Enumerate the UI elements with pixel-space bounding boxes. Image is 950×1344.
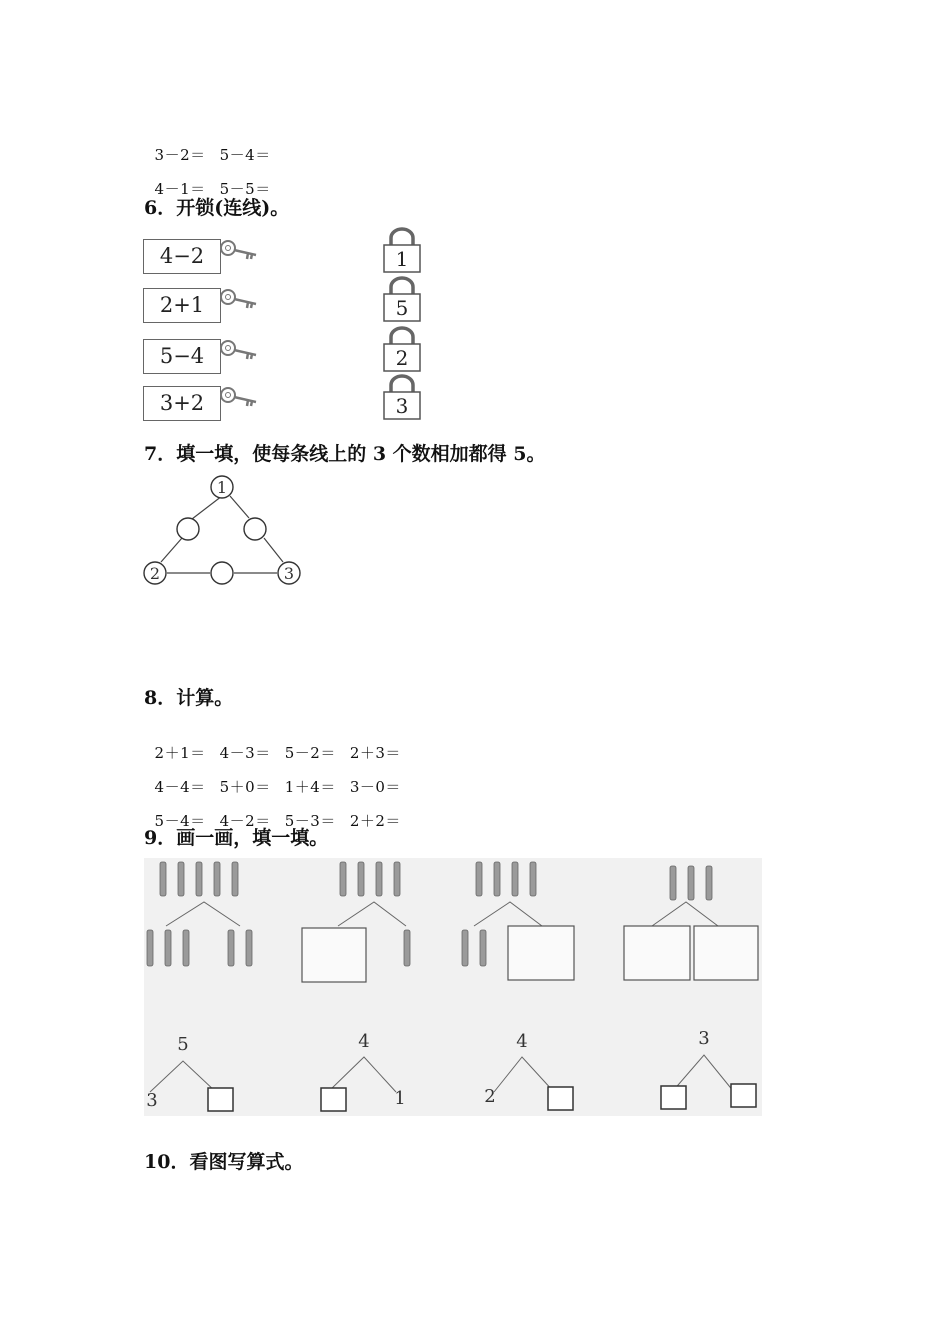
counting-stick [476,862,482,896]
equation: 5－2＝ [284,744,336,762]
split-number: 4 [516,1031,528,1052]
counting-stick [530,862,536,896]
counting-stick [160,862,166,896]
equation: 4－3＝ [219,744,271,762]
equation: 2＋2＝ [349,812,401,830]
counting-stick [147,930,153,966]
circle-blank [244,518,266,540]
number-triangle [140,472,310,592]
split-figure [144,858,762,1116]
equation: 4－1＝ [154,180,206,198]
counting-stick [394,862,400,896]
counting-stick [183,930,189,966]
lock-icon [382,327,422,373]
lock-icon [382,277,422,323]
split-number: 3 [146,1090,158,1111]
split-number: 3 [698,1028,710,1049]
split-number: 2 [484,1086,496,1107]
counting-stick [706,866,712,900]
equation: 1＋4＝ [284,778,336,796]
equation: 5－4＝ [219,146,271,164]
equation: 2＋3＝ [349,744,401,762]
answer-box[interactable] [302,928,366,982]
counting-stick [480,930,486,966]
key-icon [218,336,260,366]
answer-box[interactable] [661,1086,686,1109]
answer-box[interactable] [208,1088,233,1111]
circle-number: 1 [216,478,228,497]
counting-stick [358,862,364,896]
equation: 2＋1＝ [154,744,206,762]
lock-number: 5 [395,296,409,320]
answer-box[interactable] [694,926,758,980]
question-10-title: 10．看图写算式。 [144,1151,304,1173]
counting-stick [688,866,694,900]
equation: 4－2＝ [219,812,271,830]
equation: 3－2＝ [154,146,206,164]
figure-background [144,858,762,1116]
counting-stick [670,866,676,900]
question-9-title: 9．画一画，填一填。 [144,827,329,849]
split-number: 1 [394,1088,406,1109]
key-card-1: 4−2 [143,239,221,274]
equation: 3－0＝ [349,778,401,796]
counting-stick [232,862,238,896]
lock-icon [382,228,422,274]
equation: 4－4＝ [154,778,206,796]
counting-stick [165,930,171,966]
equation: 5－5＝ [219,180,271,198]
answer-box[interactable] [624,926,690,980]
equation: 5＋0＝ [219,778,271,796]
question-7-title: 7．填一填，使每条线上的 3 个数相加都得 5。 [144,443,546,465]
counting-stick [462,930,468,966]
counting-stick [228,930,234,966]
circle-number: 3 [283,564,295,583]
lock-number: 1 [395,247,409,271]
answer-box[interactable] [321,1088,346,1111]
question-8-title: 8．计算。 [144,687,234,709]
counting-stick [196,862,202,896]
counting-stick [404,930,410,966]
equation: 5－3＝ [284,812,336,830]
split-number: 4 [358,1031,370,1052]
answer-box[interactable] [548,1087,573,1110]
lock-number: 3 [395,394,409,418]
key-card-3: 5−4 [143,339,221,374]
counting-stick [340,862,346,896]
question-6-title: 6．开锁(连线)。 [144,197,290,219]
lock-number: 2 [395,346,409,370]
key-card-2: 2+1 [143,288,221,323]
split-number: 5 [177,1034,189,1055]
lock-icon [382,375,422,421]
key-icon [218,383,260,413]
counting-stick [512,862,518,896]
key-card-4: 3+2 [143,386,221,421]
circle-number: 2 [149,564,161,583]
counting-stick [214,862,220,896]
answer-box[interactable] [731,1084,756,1107]
key-icon [218,236,260,266]
circle-blank [177,518,199,540]
key-icon [218,285,260,315]
counting-stick [494,862,500,896]
counting-stick [376,862,382,896]
counting-stick [178,862,184,896]
equation: 5－4＝ [154,812,206,830]
circle-blank [211,562,233,584]
counting-stick [246,930,252,966]
answer-box[interactable] [508,926,574,980]
